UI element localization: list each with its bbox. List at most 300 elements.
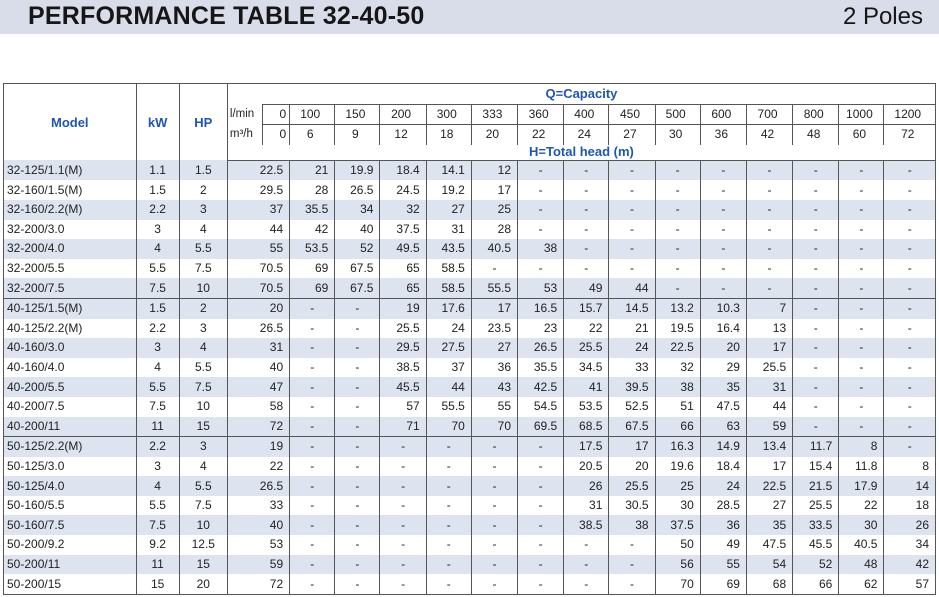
kw-cell: 5.5	[136, 496, 179, 516]
kw-cell: 11	[136, 417, 179, 437]
head-value-cell: 29	[700, 358, 746, 378]
head-value-cell: -	[655, 180, 700, 200]
model-cell: 32-200/4.0	[4, 239, 137, 259]
table-row	[4, 319, 936, 339]
head-value-cell: -	[471, 496, 517, 516]
head-value-cell: -	[746, 200, 792, 220]
head-value-cell: -	[746, 259, 792, 279]
head-value-cell: 63	[700, 417, 746, 437]
head-value-cell: 70	[471, 417, 517, 437]
kw-cell: 4	[136, 239, 179, 259]
head-value-cell: 28.5	[700, 496, 746, 516]
head-value-cell: 19.5	[655, 319, 700, 339]
kw-cell: 2.2	[136, 437, 179, 457]
head-value-cell: 58	[227, 397, 289, 417]
table-row	[4, 259, 936, 279]
head-value-cell: 21.5	[793, 476, 839, 496]
head-value-cell: -	[426, 457, 471, 477]
head-value-cell: -	[564, 535, 609, 555]
hp-cell: 10	[179, 397, 227, 417]
model-cell: 50-160/7.5	[4, 515, 137, 535]
head-value-cell: -	[884, 180, 936, 200]
hp-cell: 3	[179, 200, 227, 220]
head-value-cell: 19.2	[426, 180, 471, 200]
head-value-cell: 34.5	[564, 358, 609, 378]
flow-lmin-value: 360	[518, 104, 564, 125]
head-value-cell: 25.5	[609, 476, 655, 496]
performance-table	[3, 83, 936, 595]
head-value-cell: -	[839, 200, 884, 220]
head-value-cell: -	[518, 476, 564, 496]
head-value-cell: 13	[746, 319, 792, 339]
head-value-cell: 17	[471, 180, 517, 200]
head-value-cell: -	[884, 437, 936, 457]
head-value-cell: 32	[655, 358, 700, 378]
head-value-cell: 59	[746, 417, 792, 437]
model-cell: 40-125/2.2(M)	[4, 319, 137, 339]
head-value-cell: -	[655, 259, 700, 279]
model-cell: 32-160/2.2(M)	[4, 200, 137, 220]
head-value-cell: -	[380, 535, 426, 555]
table-row	[4, 180, 936, 200]
head-value-cell: -	[426, 555, 471, 575]
flow-lmin-value: 1000	[839, 104, 884, 125]
head-value-cell: 24.5	[380, 180, 426, 200]
kw-cell: 1.1	[136, 160, 179, 180]
head-value-cell: 17	[746, 338, 792, 358]
head-value-cell: -	[793, 377, 839, 397]
flow-lmin-value: 333	[471, 104, 517, 125]
head-value-cell: -	[700, 278, 746, 298]
head-value-cell: 17.5	[564, 437, 609, 457]
model-cell: 40-200/11	[4, 417, 137, 437]
model-cell: 32-200/5.5	[4, 259, 137, 279]
flow-lmin-value: 200	[380, 104, 426, 125]
head-value-cell: -	[471, 259, 517, 279]
hp-cell: 20	[179, 574, 227, 594]
head-value-cell: 53.5	[564, 397, 609, 417]
head-value-cell: 68	[746, 574, 792, 594]
head-value-cell: -	[839, 278, 884, 298]
head-value-cell: -	[290, 377, 335, 397]
head-value-cell: 70	[655, 574, 700, 594]
head-value-cell: 40.5	[839, 535, 884, 555]
model-cell: 40-125/1.5(M)	[4, 298, 137, 318]
head-value-cell: -	[609, 574, 655, 594]
head-value-cell: -	[335, 377, 380, 397]
head-value-cell: 19.9	[335, 160, 380, 180]
head-value-cell: 32	[380, 200, 426, 220]
head-value-cell: 30	[839, 515, 884, 535]
hp-cell: 2	[179, 180, 227, 200]
flow-lmin-value: 450	[609, 104, 655, 125]
model-cell: 50-125/4.0	[4, 476, 137, 496]
head-value-cell: -	[335, 319, 380, 339]
head-value-cell: 24	[609, 338, 655, 358]
head-value-cell: -	[518, 555, 564, 575]
head-value-cell: 33	[227, 496, 289, 516]
head-value-cell: 18.4	[380, 160, 426, 180]
head-value-cell: -	[839, 319, 884, 339]
head-value-cell: -	[335, 496, 380, 516]
head-value-cell: 72	[227, 417, 289, 437]
head-value-cell: 70.5	[227, 278, 289, 298]
head-value-cell: 40	[227, 358, 289, 378]
head-value-cell: -	[655, 239, 700, 259]
head-value-cell: -	[609, 180, 655, 200]
head-value-cell: 19	[227, 437, 289, 457]
head-value-cell: -	[839, 220, 884, 240]
head-value-cell: 52.5	[609, 397, 655, 417]
head-value-cell: -	[746, 180, 792, 200]
head-value-cell: -	[518, 437, 564, 457]
head-value-cell: 25.5	[564, 338, 609, 358]
head-value-cell: 53	[227, 535, 289, 555]
head-value-cell: 20	[700, 338, 746, 358]
head-value-cell: 14.9	[700, 437, 746, 457]
table-row	[4, 220, 936, 240]
head-value-cell: 71	[380, 417, 426, 437]
model-cell: 40-160/4.0	[4, 358, 137, 378]
head-value-cell: -	[884, 417, 936, 437]
kw-cell: 3	[136, 338, 179, 358]
head-value-cell: -	[793, 259, 839, 279]
head-value-cell: 11.7	[793, 437, 839, 457]
model-cell: 32-125/1.1(M)	[4, 160, 137, 180]
flow-lmin-value: 0	[263, 104, 290, 125]
head-value-cell: -	[839, 397, 884, 417]
head-value-cell: 68.5	[564, 417, 609, 437]
flow-m3h-value: 30	[655, 125, 700, 145]
model-cell: 32-160/1.5(M)	[4, 180, 137, 200]
head-value-cell: -	[746, 239, 792, 259]
head-value-cell: 14.1	[426, 160, 471, 180]
head-value-cell: -	[793, 319, 839, 339]
hp-cell: 4	[179, 338, 227, 358]
head-value-cell: 22.5	[227, 160, 289, 180]
head-value-cell: 49	[564, 278, 609, 298]
head-value-cell: -	[426, 574, 471, 594]
head-value-cell: -	[655, 220, 700, 240]
hp-cell: 2	[179, 298, 227, 318]
head-value-cell: 36	[471, 358, 517, 378]
head-value-cell: 25	[655, 476, 700, 496]
head-value-cell: -	[335, 476, 380, 496]
head-value-cell: 45.5	[793, 535, 839, 555]
hp-cell: 10	[179, 278, 227, 298]
kw-cell: 4	[136, 476, 179, 496]
head-value-cell: 55	[227, 239, 289, 259]
head-value-cell: -	[564, 259, 609, 279]
head-value-cell: -	[884, 239, 936, 259]
head-value-cell: 53.5	[290, 239, 335, 259]
head-value-cell: -	[471, 515, 517, 535]
head-value-cell: -	[335, 574, 380, 594]
head-value-cell: 55	[471, 397, 517, 417]
head-value-cell: -	[564, 555, 609, 575]
head-value-cell: -	[746, 278, 792, 298]
model-cell: 50-125/3.0	[4, 457, 137, 477]
poles-label: 2 Poles	[842, 3, 923, 30]
hp-cell: 12.5	[179, 535, 227, 555]
head-value-cell: -	[564, 574, 609, 594]
flow-lmin-value: 300	[426, 104, 471, 125]
head-value-cell: -	[518, 180, 564, 200]
head-value-cell: -	[884, 278, 936, 298]
head-value-cell: 58.5	[426, 278, 471, 298]
table-row	[4, 437, 936, 457]
head-value-cell: -	[700, 259, 746, 279]
head-value-cell: -	[518, 535, 564, 555]
head-value-cell: -	[335, 417, 380, 437]
head-value-cell: 72	[227, 574, 289, 594]
head-value-cell: -	[793, 200, 839, 220]
model-cell: 40-200/7.5	[4, 397, 137, 417]
head-value-cell: -	[839, 239, 884, 259]
flow-lmin-value: 700	[746, 104, 792, 125]
head-value-cell: -	[380, 555, 426, 575]
flow-m3h-value: 20	[471, 125, 517, 145]
head-value-cell: 43.5	[426, 239, 471, 259]
head-value-cell: 18.4	[700, 457, 746, 477]
flow-unit-lmin: l/min	[227, 104, 262, 125]
head-value-cell: 30.5	[609, 496, 655, 516]
hp-cell: 10	[179, 515, 227, 535]
head-value-cell: -	[793, 180, 839, 200]
kw-cell: 1.5	[136, 298, 179, 318]
head-value-cell: 70	[426, 417, 471, 437]
head-value-cell: 26.5	[227, 476, 289, 496]
head-value-cell: 55	[700, 555, 746, 575]
head-value-cell: -	[884, 220, 936, 240]
head-value-cell: -	[471, 437, 517, 457]
flow-m3h-value: 48	[793, 125, 839, 145]
head-value-cell: -	[609, 239, 655, 259]
head-value-cell: 31	[227, 338, 289, 358]
head-value-cell: 52	[793, 555, 839, 575]
head-value-cell: 22.5	[655, 338, 700, 358]
table-row	[4, 496, 936, 516]
hp-cell: 3	[179, 319, 227, 339]
head-value-cell: 51	[655, 397, 700, 417]
head-value-cell: 12	[471, 160, 517, 180]
head-value-cell: -	[655, 200, 700, 220]
head-value-cell: 16.4	[700, 319, 746, 339]
head-value-cell: -	[793, 239, 839, 259]
head-value-cell: 11.8	[839, 457, 884, 477]
hp-cell: 4	[179, 457, 227, 477]
head-value-cell: 22	[839, 496, 884, 516]
flow-m3h-value: 72	[884, 125, 936, 145]
head-value-cell: 44	[227, 220, 289, 240]
table-row	[4, 476, 936, 496]
head-value-cell: -	[564, 180, 609, 200]
head-value-cell: -	[290, 437, 335, 457]
head-value-cell: 69	[290, 278, 335, 298]
flow-m3h-value: 6	[290, 125, 335, 145]
head-value-cell: -	[564, 160, 609, 180]
head-value-cell: 45.5	[380, 377, 426, 397]
head-value-cell: 41	[564, 377, 609, 397]
head-value-cell: 20.5	[564, 457, 609, 477]
head-value-cell: 69	[700, 574, 746, 594]
head-value-cell: 43	[471, 377, 517, 397]
head-value-cell: -	[655, 160, 700, 180]
head-value-cell: 69	[290, 259, 335, 279]
head-value-cell: 23.5	[471, 319, 517, 339]
head-value-cell: 21	[290, 160, 335, 180]
table-row	[4, 200, 936, 220]
kw-cell: 2.2	[136, 319, 179, 339]
kw-cell: 3	[136, 457, 179, 477]
head-value-cell: -	[335, 397, 380, 417]
head-value-cell: -	[609, 200, 655, 220]
kw-cell: 5.5	[136, 259, 179, 279]
head-value-cell: 47.5	[746, 535, 792, 555]
head-value-cell: 27	[746, 496, 792, 516]
head-value-cell: 37.5	[655, 515, 700, 535]
head-value-cell: 35.5	[290, 200, 335, 220]
head-value-cell: -	[426, 515, 471, 535]
head-value-cell: -	[380, 515, 426, 535]
flow-lmin-value: 400	[564, 104, 609, 125]
head-value-cell: -	[793, 338, 839, 358]
flow-lmin-value: 150	[335, 104, 380, 125]
head-value-cell: 62	[839, 574, 884, 594]
head-value-cell: 25	[471, 200, 517, 220]
head-value-cell: 37.5	[380, 220, 426, 240]
head-value-cell: 31	[564, 496, 609, 516]
head-value-cell: 27	[471, 338, 517, 358]
head-value-cell: 14	[884, 476, 936, 496]
head-value-cell: -	[793, 298, 839, 318]
flow-lmin-value: 100	[290, 104, 335, 125]
kw-cell: 11	[136, 555, 179, 575]
head-value-cell: -	[746, 160, 792, 180]
head-value-cell: -	[518, 220, 564, 240]
head-value-cell: 7	[746, 298, 792, 318]
flow-m3h-value: 27	[609, 125, 655, 145]
head-value-cell: 70.5	[227, 259, 289, 279]
head-value-cell: 17	[746, 457, 792, 477]
head-value-cell: 69.5	[518, 417, 564, 437]
hp-cell: 5.5	[179, 476, 227, 496]
head-value-cell: -	[290, 555, 335, 575]
table-row	[4, 397, 936, 417]
head-value-cell: 49.5	[380, 239, 426, 259]
head-value-cell: -	[335, 535, 380, 555]
head-value-cell: 49	[700, 535, 746, 555]
head-value-cell: 13.2	[655, 298, 700, 318]
hp-cell: 5.5	[179, 358, 227, 378]
hp-header: HP	[179, 84, 227, 161]
head-value-cell: -	[290, 397, 335, 417]
head-value-cell: 30	[655, 496, 700, 516]
head-value-cell: -	[746, 220, 792, 240]
head-value-cell: -	[884, 397, 936, 417]
head-value-cell: 8	[884, 457, 936, 477]
head-value-cell: -	[518, 457, 564, 477]
flow-lmin-value: 800	[793, 104, 839, 125]
head-value-cell: 67.5	[609, 417, 655, 437]
head-value-cell: 37	[426, 358, 471, 378]
head-value-cell: 16.3	[655, 437, 700, 457]
head-value-cell: -	[793, 160, 839, 180]
head-value-cell: 53	[518, 278, 564, 298]
table-row	[4, 535, 936, 555]
head-value-cell: -	[380, 437, 426, 457]
head-value-cell: 40	[227, 515, 289, 535]
head-value-cell: 18	[884, 496, 936, 516]
flow-m3h-value: 0	[263, 125, 290, 145]
hp-cell: 15	[179, 417, 227, 437]
head-value-cell: -	[839, 259, 884, 279]
head-value-cell: 26.5	[227, 319, 289, 339]
head-value-cell: 67.5	[335, 259, 380, 279]
head-value-cell: 36	[700, 515, 746, 535]
head-value-cell: -	[471, 574, 517, 594]
head-value-cell: -	[290, 457, 335, 477]
head-value-cell: -	[518, 574, 564, 594]
model-cell: 50-200/15	[4, 574, 137, 594]
head-value-cell: 38.5	[380, 358, 426, 378]
table-row	[4, 338, 936, 358]
flow-m3h-value: 36	[700, 125, 746, 145]
head-value-cell: -	[655, 278, 700, 298]
model-cell: 50-200/11	[4, 555, 137, 575]
table-row	[4, 298, 936, 318]
table-row	[4, 457, 936, 477]
head-value-cell: -	[426, 437, 471, 457]
kw-cell: 4	[136, 358, 179, 378]
table-row	[4, 377, 936, 397]
head-value-cell: -	[290, 574, 335, 594]
head-value-cell: 22.5	[746, 476, 792, 496]
head-value-cell: 25.5	[380, 319, 426, 339]
head-value-cell: -	[609, 555, 655, 575]
flow-lmin-value: 500	[655, 104, 700, 125]
head-value-cell: 28	[290, 180, 335, 200]
head-value-cell: 35.5	[518, 358, 564, 378]
head-value-cell: 34	[335, 200, 380, 220]
model-cell: 32-200/7.5	[4, 278, 137, 298]
flow-m3h-value: 42	[746, 125, 792, 145]
head-value-cell: -	[518, 160, 564, 180]
table-row	[4, 417, 936, 437]
flow-m3h-value: 18	[426, 125, 471, 145]
head-value-cell: 54	[746, 555, 792, 575]
head-value-cell: -	[609, 160, 655, 180]
head-value-cell: 17	[609, 437, 655, 457]
head-value-cell: 52	[335, 239, 380, 259]
head-value-cell: -	[884, 259, 936, 279]
head-value-cell: -	[564, 239, 609, 259]
kw-header: kW	[136, 84, 179, 161]
head-value-cell: -	[335, 338, 380, 358]
head-value-cell: -	[609, 535, 655, 555]
table-row	[4, 515, 936, 535]
head-value-cell: -	[839, 180, 884, 200]
head-value-cell: -	[380, 476, 426, 496]
head-value-cell: -	[426, 476, 471, 496]
head-value-cell: -	[335, 515, 380, 535]
hp-cell: 4	[179, 220, 227, 240]
kw-cell: 7.5	[136, 515, 179, 535]
head-value-cell: 19	[380, 298, 426, 318]
head-value-cell: 65	[380, 259, 426, 279]
head-value-cell: -	[290, 358, 335, 378]
kw-cell: 3	[136, 220, 179, 240]
